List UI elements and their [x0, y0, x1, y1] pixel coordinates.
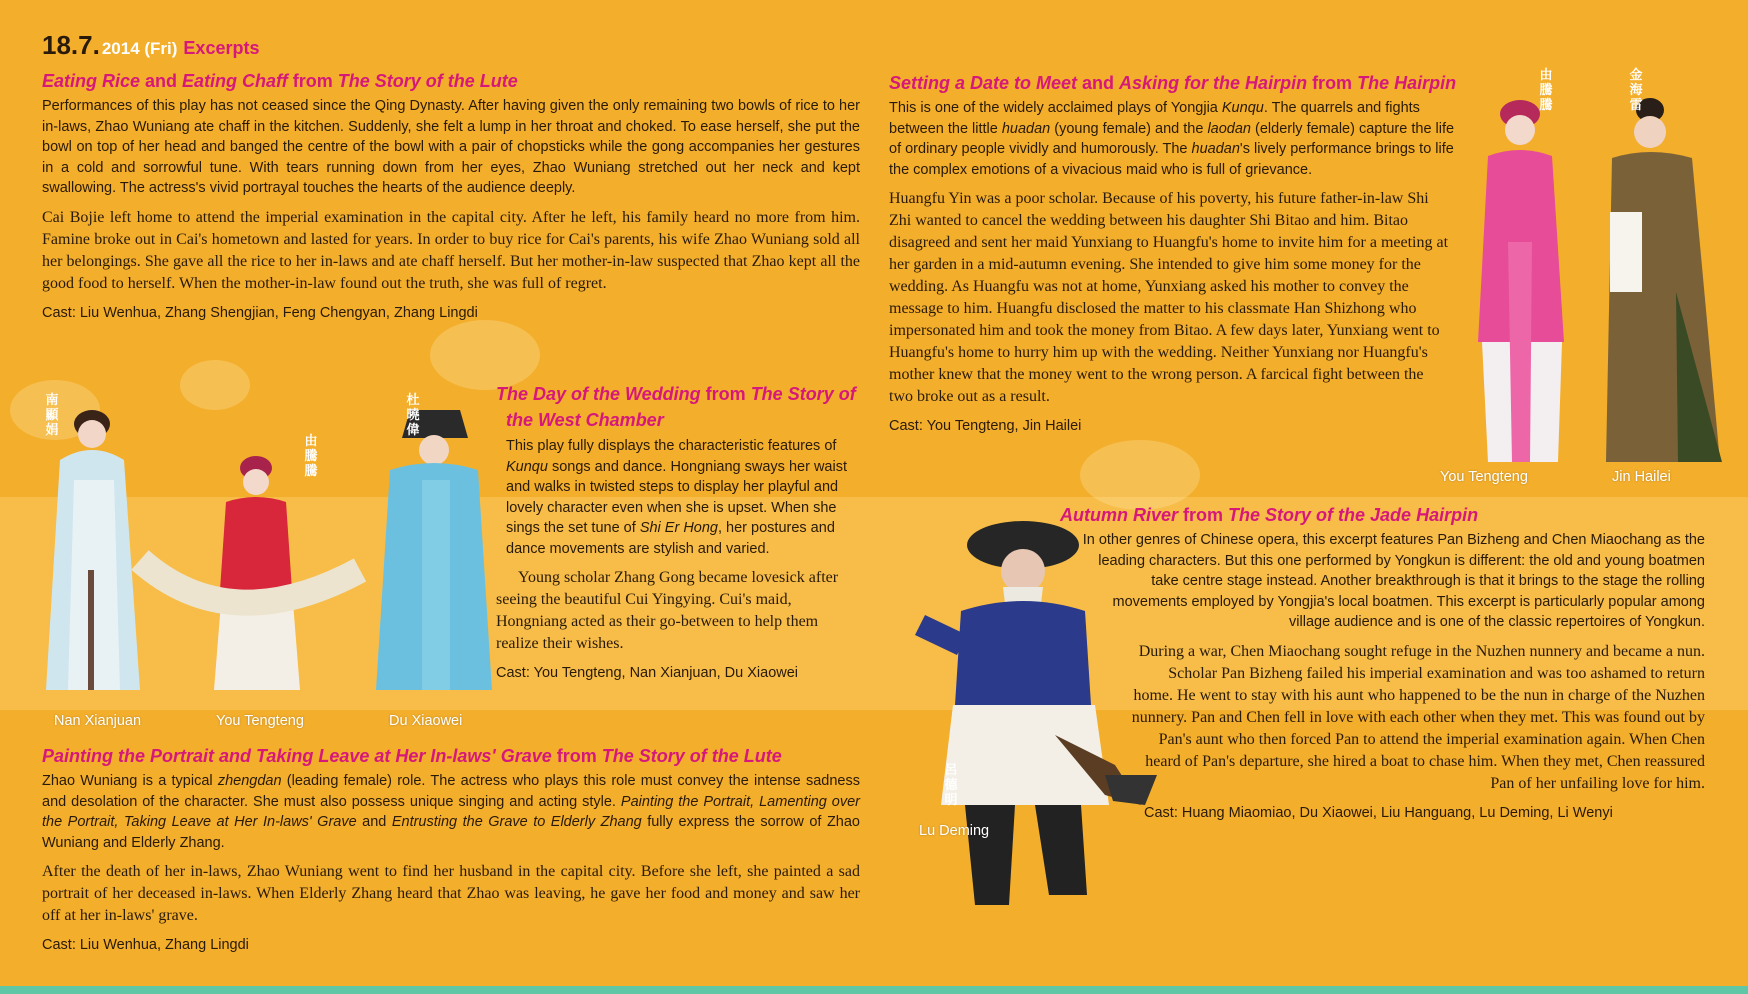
section-hairpin — [889, 71, 1457, 436]
section-painting-portrait — [42, 744, 860, 955]
chinese-name-nan: 南顯娟 — [45, 393, 59, 438]
section-paragraph: Zhao Wuniang is a typical zhengdan (leading female) role. The actress who plays this role must convey the intense sadness and desolation of the character. She must also possess unique singing and acting style. Painting the Portrait, Lamenting over the Portrait, Taking Leave at Her In-laws' Grave and Entrusting the Grave to Elderly Zhang fully express the sorrow of Zhao Wuniang and Elderly Zhang. — [42, 773, 860, 851]
section-title: Setting a Date to Meet and Asking for the Hairpin from The Hairpin — [889, 73, 1457, 93]
bottom-strip — [0, 986, 1748, 994]
cast-line: Cast: Huang Miaomiao, Du Xiaowei, Liu Hanguang, Lu Deming, Li Wenyi — [1144, 804, 1613, 821]
chinese-name-you: 由騰騰 — [304, 434, 318, 479]
section-paragraph: Young scholar Zhang Gong became lovesick after seeing the beautiful Cui Yingying. Cui's maid, Hongniang acted as their go-between to help them realize their wishes. — [496, 569, 839, 652]
section-title: Autumn River from The Story of the Jade Hairpin — [1060, 505, 1479, 525]
date-year: 2014 (Fri) — [101, 39, 178, 58]
section-wedding — [496, 381, 860, 683]
section-paragraph: This is one of the widely acclaimed plays of Yongjia Kunqu. The quarrels and fights between the little huadan (young female) and the laodan (elderly female) capture the life of ordinary people vividly and humorously. The huadan's lively performance brings to life the complex emotions of a vivacious maid who is full of grievance. — [889, 100, 1455, 178]
date-label: Excerpts — [183, 38, 260, 58]
performer-photo-autumn-river — [905, 505, 1185, 945]
cast-line: Cast: Liu Wenhua, Zhang Shengjian, Feng Chengyan, Zhang Lingdi — [42, 304, 478, 321]
caption-du-xiaowei: Du Xiaowei — [389, 713, 463, 729]
cast-line: Cast: Liu Wenhua, Zhang Lingdi — [42, 937, 249, 953]
section-paragraph: In other genres of Chinese opera, this excerpt features Pan Bizheng and Chen Miaochang as the leading characters. But this one performed by Yongkun is different: the old and young boatmen take centre stage instead. Another breakthrough is that it brings to the stage the rolling movements employed by Yongjia's local boatmen. This excerpt is particularly popular among village audience and is one of the classic repertoires of Yongkun. — [1082, 532, 1705, 630]
caption-lu-deming: Lu Deming — [919, 823, 990, 839]
date-day: 18.7. — [42, 30, 100, 60]
section-paragraph: This play fully displays the characteristic features of Kunqu songs and dance. Hongniang sways her waist and walks in twisted steps to display her playful and lovely character even when she is upset. When she sings the set tune of Shi Er Hong, her postures and dance movements are stylish and varied. — [506, 438, 847, 557]
cast-line: Cast: You Tengteng, Jin Hailei — [889, 418, 1082, 434]
chinese-name-du: 杜曉偉 — [406, 393, 420, 438]
performer-figure — [915, 521, 1157, 905]
section-paragraph: After the death of her in-laws, Zhao Wuniang went to find her husband in the capital city. Before she left, she painted a sad portrait of her deceased in-laws. When Elderly Zhang heard that Zhao was leaving, he gave her food and money and saw her off at her in-laws' grave. — [42, 863, 860, 924]
chinese-name-lu: 呂德明 — [944, 763, 958, 808]
section-paragraph: Huangfu Yin was a poor scholar. Because of his poverty, his future father-in-law Shi Zhi wanted to cancel the wedding between his daughter Shi Bitao and him. Bitao disagreed and sent her maid Yunxiang to Huangfu's home to invite him for a meeting at her garden in a mid-autumn evening. She intended to give him some money for the wedding. As Huangfu was not at home, Yunxiang asked his mother to convey the message to him. Huangfu disclosed the matter to his classmate Han Shizhong who impersonated him and took the money from Bitao. A few days later, Yunxiang went to Huangfu's home to hurry him up with the wedding. Neither Yunxiang nor Huangfu's mother knew that the money went to the wrong person. A farcical fight between the two broke out as a result. — [889, 190, 1449, 405]
floral-decoration — [1080, 440, 1200, 510]
section-eating-rice — [42, 69, 860, 323]
performer-figure — [140, 456, 360, 690]
chinese-name-jin: 金海雷 — [1629, 68, 1643, 113]
performer-figure — [1478, 100, 1564, 462]
floral-decoration — [430, 320, 540, 390]
section-title: Eating Rice and Eating Chaff from The Story of the Lute — [42, 71, 518, 91]
section-paragraph: During a war, Chen Miaochang sought refuge in the Nuzhen nunnery and became a nun. Scholar Pan Bizheng failed his imperial examination and was too ashamed to return home. He went to stay with his aunt who happened to be the nun in charge of the Nuzhen nunnery. Pan and Chen fell in love with each other when they met. This was found out by Pan's aunt who then forced Pan to attend the imperial examination again. When Chen heard of Pan's departure, she hired a boat to chase him. When they met, Chen reassured Pan of her unfailing love for him. — [1131, 642, 1705, 792]
caption-you-tengteng: You Tengteng — [216, 713, 304, 729]
caption-you-tengteng-2: You Tengteng — [1440, 469, 1528, 485]
chinese-name-you2: 由騰騰 — [1539, 68, 1553, 113]
performer-figure — [376, 410, 492, 690]
section-paragraph: Performances of this play has not ceased since the Qing Dynasty. After having given the only remaining two bowls of rice to her in-laws, Zhao Wuniang ate chaff in the kitchen. Suddenly, she felt a lump in her throat and choked. To ease herself, she put the bowl on top of her head and banged the centre of the bowl with a pair of chopsticks while the gong accompanies her gestures in a cold and sorrowful tune. With tears running down from her eyes, Zhao Wuniang stretched out her neck and kept swallowing. The actress's vivid portrayal touches the hearts of the audience deeply. — [42, 98, 860, 196]
caption-jin-hailei: Jin Hailei — [1612, 469, 1671, 485]
cast-line: Cast: You Tengteng, Nan Xianjuan, Du Xiaowei — [496, 665, 799, 681]
performers-photo-wedding — [30, 390, 510, 710]
caption-nan-xianjuan: Nan Xianjuan — [54, 713, 142, 729]
section-paragraph: Cai Bojie left home to attend the imperial examination in the capital city. After he left, his family heard no more from him. Famine broke out in Cai's hometown and lasted for years. In order to buy rice for Cai's parents, his wife Zhao Wuniang sold all her belongings. She gave all the rice to her in-laws and ate chaff herself. But her mother-in-law suspected that Zhao kept all the good food to herself. When the mother-in-law found out the truth, she was full of regret. — [42, 208, 860, 292]
performance-date — [42, 30, 259, 61]
performer-figure — [46, 410, 140, 690]
performers-photo-hairpin — [1430, 92, 1730, 468]
section-title: The Day of the Wedding from The Story of the West Chamber — [496, 384, 856, 430]
performer-figure — [1606, 98, 1722, 462]
section-title: Painting the Portrait and Taking Leave at Her In-laws' Grave from The Story of the Lute — [42, 746, 782, 766]
